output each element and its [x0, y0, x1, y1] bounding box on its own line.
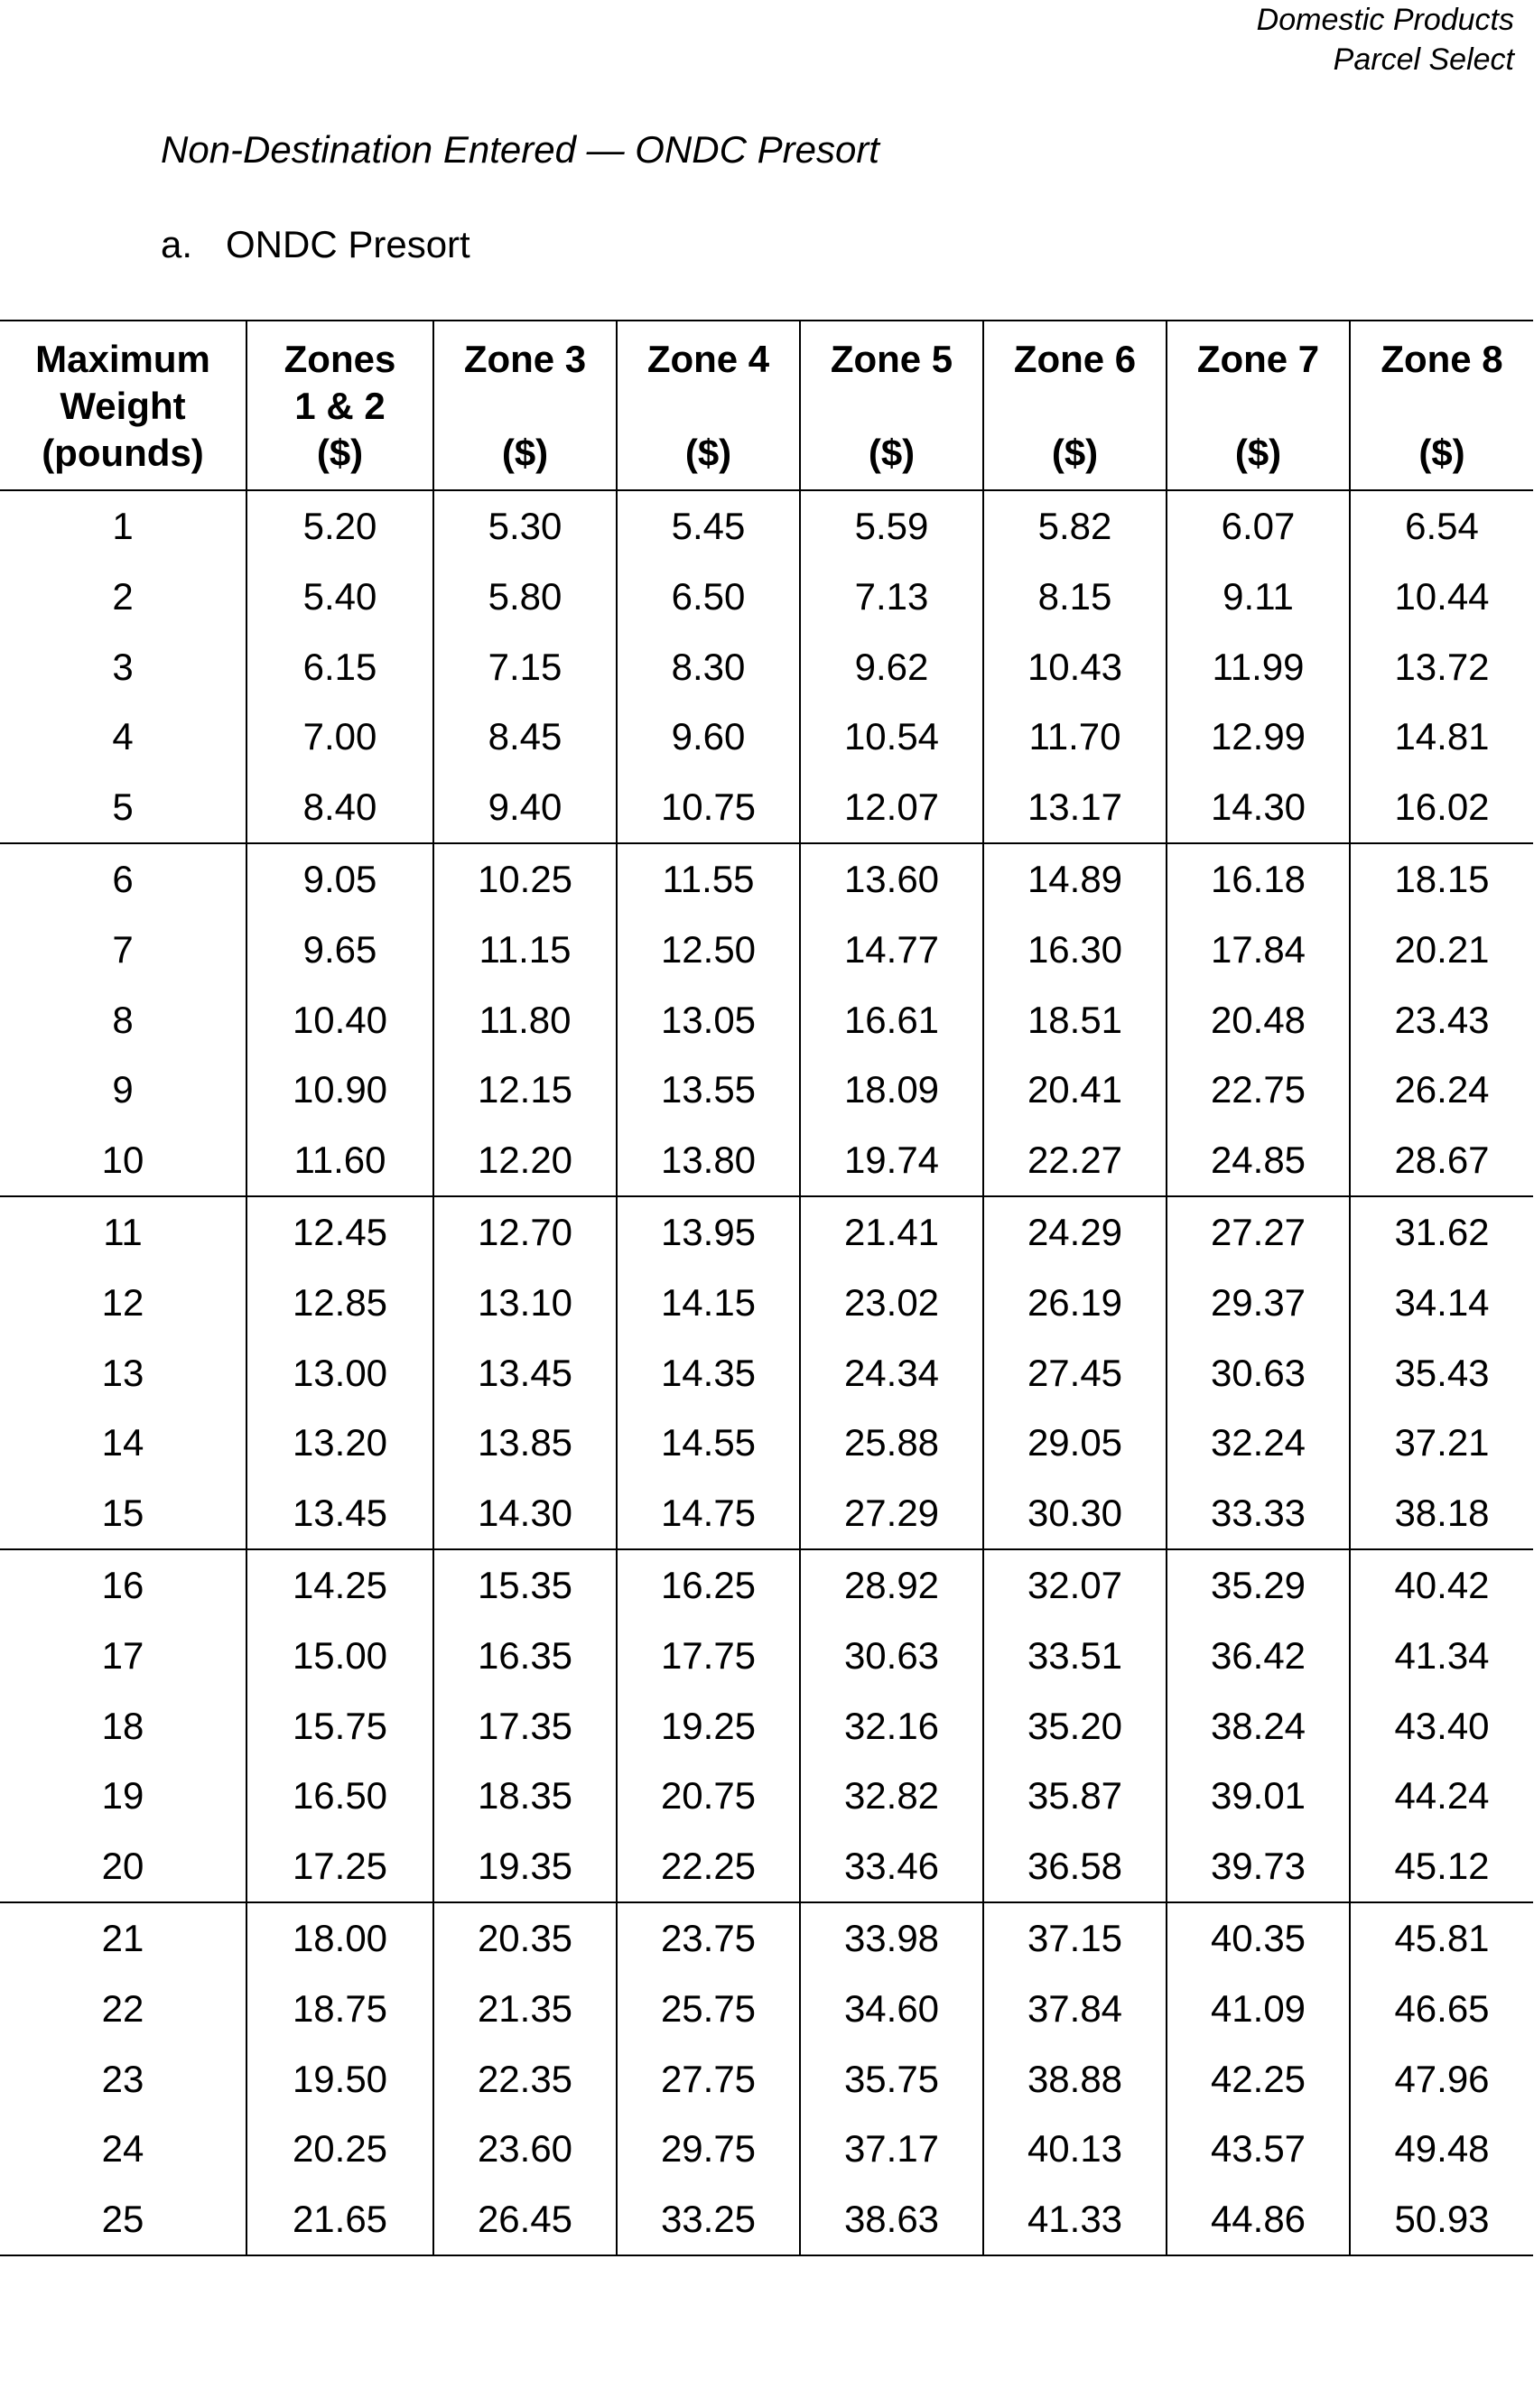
rate-cell: 24.34	[800, 1338, 983, 1409]
table-row	[0, 1621, 1533, 1691]
column-header-zone-5	[800, 321, 983, 490]
rate-cell: 11.55	[617, 843, 800, 915]
weight-cell: 3	[112, 645, 134, 688]
rate-cell: 10.25	[433, 843, 617, 915]
rate-cell: 9.62	[800, 632, 983, 702]
table-row	[0, 1268, 1533, 1338]
table-row	[0, 843, 1533, 915]
column-header-line: Zone 8	[1381, 338, 1503, 380]
rate-cell: 7.13	[800, 562, 983, 632]
rate-cell: 38.63	[800, 2184, 983, 2255]
rate-cell: 9.65	[246, 915, 433, 985]
rate-cell: 11.80	[433, 985, 617, 1055]
rate-cell: 37.21	[1350, 1408, 1533, 1478]
column-header-line: Zone 5	[830, 338, 953, 380]
rate-cell: 12.20	[433, 1125, 617, 1196]
weight-cell: 25	[0, 2184, 246, 2255]
rate-cell: 12.07	[800, 772, 983, 843]
column-header-line: ($)	[1418, 432, 1465, 474]
weight-cell: 19	[101, 1774, 144, 1818]
rate-cell: 15.00	[246, 1621, 433, 1691]
rate-cell: 16.35	[433, 1621, 617, 1691]
rate-cell: 43.40	[1350, 1691, 1533, 1762]
rate-cell: 5.30	[433, 490, 617, 562]
rate-cell: 6.07	[1167, 490, 1350, 562]
table-row	[0, 562, 1533, 632]
weight-cell: 14	[101, 1421, 144, 1464]
column-header-line	[801, 383, 982, 430]
rate-cell: 14.75	[617, 1478, 800, 1549]
rate-cell: 14.30	[433, 1478, 617, 1549]
rate-cell: 14.77	[800, 915, 983, 985]
rate-cell: 24.29	[983, 1196, 1167, 1268]
table-row	[0, 1125, 1533, 1196]
rate-cell: 20.75	[617, 1761, 800, 1831]
rate-cell: 14.30	[1167, 772, 1350, 843]
subsection-title: ONDC Presort	[226, 223, 470, 265]
rate-cell: 25.75	[617, 1974, 800, 2044]
rate-cell: 9.11	[1167, 562, 1350, 632]
rate-cell: 23.02	[800, 1268, 983, 1338]
table-row	[0, 490, 1533, 562]
rate-cell: 41.09	[1167, 1974, 1350, 2044]
rate-cell: 30.63	[800, 1621, 983, 1691]
weight-cell: 18	[101, 1704, 144, 1747]
rate-cell: 13.45	[433, 1338, 617, 1409]
running-header-product: Domestic Products	[1256, 3, 1514, 37]
table-row	[0, 2184, 1533, 2255]
rate-cell: 35.43	[1350, 1338, 1533, 1409]
column-header-line	[984, 383, 1166, 430]
rate-cell: 27.27	[1167, 1196, 1350, 1268]
rate-cell: 41.34	[1350, 1621, 1533, 1691]
rate-cell: 18.75	[246, 1974, 433, 2044]
rate-cell: 26.45	[433, 2184, 617, 2255]
rate-cell: 33.33	[1167, 1478, 1350, 1549]
rate-cell: 20.41	[983, 1055, 1167, 1125]
rate-cell: 23.43	[1350, 985, 1533, 1055]
column-header-line: Zones	[284, 338, 396, 380]
rate-cell: 11.99	[1167, 632, 1350, 702]
column-header-line	[618, 383, 799, 430]
running-header-subproduct: Parcel Select	[1333, 42, 1514, 77]
rate-cell: 16.30	[983, 915, 1167, 985]
rate-cell: 10.44	[1350, 562, 1533, 632]
rate-cell: 38.24	[1167, 1691, 1350, 1762]
table-row	[0, 1831, 1533, 1902]
weight-cell: 10	[0, 1125, 246, 1196]
rate-cell: 19.35	[433, 1831, 617, 1902]
rate-cell: 32.24	[1167, 1408, 1350, 1478]
rate-cell: 38.18	[1350, 1478, 1533, 1549]
rate-cell: 17.25	[246, 1831, 433, 1902]
rate-cell: 20.21	[1350, 915, 1533, 985]
rate-cell: 30.30	[983, 1478, 1167, 1549]
rate-cell: 49.48	[1350, 2114, 1533, 2184]
rate-cell: 13.17	[983, 772, 1167, 843]
rate-cell: 32.82	[800, 1761, 983, 1831]
rate-cell: 16.50	[246, 1761, 433, 1831]
table-body	[0, 490, 1533, 2255]
table-row	[0, 915, 1533, 985]
column-header-zone-4	[617, 321, 800, 490]
rate-cell: 37.15	[983, 1902, 1167, 1974]
rate-cell: 19.74	[800, 1125, 983, 1196]
rate-cell: 39.01	[1167, 1761, 1350, 1831]
rate-cell: 34.60	[800, 1974, 983, 2044]
rate-cell: 11.60	[246, 1125, 433, 1196]
weight-cell: 13	[101, 1351, 144, 1394]
rate-cell: 15.35	[433, 1549, 617, 1621]
rate-cell: 19.25	[617, 1691, 800, 1762]
column-header-line: ($)	[1051, 432, 1099, 474]
weight-cell: 20	[0, 1831, 246, 1902]
weight-cell: 8	[112, 998, 134, 1041]
rate-cell: 35.29	[1167, 1549, 1350, 1621]
rate-cell: 14.89	[983, 843, 1167, 915]
weight-cell: 21	[101, 1916, 144, 1959]
weight-cell: 22	[101, 1986, 144, 2030]
column-header-max-weight	[0, 321, 246, 490]
rate-cell: 5.40	[246, 562, 433, 632]
column-header-line: 1 & 2	[294, 385, 386, 427]
table-row	[0, 985, 1533, 1055]
rate-cell: 5.45	[617, 490, 800, 562]
rate-cell: 34.14	[1350, 1268, 1533, 1338]
rate-cell: 35.87	[983, 1761, 1167, 1831]
table-row	[0, 702, 1533, 772]
table-row	[0, 772, 1533, 843]
rate-cell: 13.72	[1350, 632, 1533, 702]
rate-cell: 13.95	[617, 1196, 800, 1268]
rate-cell: 21.35	[433, 1974, 617, 2044]
rate-cell: 13.55	[617, 1055, 800, 1125]
rate-cell: 13.45	[246, 1478, 433, 1549]
rate-cell: 15.75	[246, 1691, 433, 1762]
rate-cell: 27.75	[617, 2044, 800, 2115]
rate-cell: 50.93	[1350, 2184, 1533, 2255]
rate-cell: 14.35	[617, 1338, 800, 1409]
rate-cell: 10.40	[246, 985, 433, 1055]
rate-cell: 7.15	[433, 632, 617, 702]
weight-cell: 4	[112, 715, 134, 758]
rate-cell: 35.75	[800, 2044, 983, 2115]
rate-cell: 16.61	[800, 985, 983, 1055]
rate-cell: 14.25	[246, 1549, 433, 1621]
weight-cell: 6	[112, 857, 134, 900]
table-header	[0, 321, 1533, 490]
rate-cell: 16.02	[1350, 772, 1533, 843]
column-header-line: ($)	[1234, 432, 1282, 474]
rate-cell: 29.37	[1167, 1268, 1350, 1338]
table-row	[0, 1974, 1533, 2044]
rate-cell: 19.50	[246, 2044, 433, 2115]
weight-cell: 2	[112, 574, 134, 618]
weight-cell: 11	[103, 1210, 143, 1253]
rate-cell: 26.19	[983, 1268, 1167, 1338]
rate-cell: 14.55	[617, 1408, 800, 1478]
rate-cell: 27.45	[983, 1338, 1167, 1409]
rate-cell: 9.60	[617, 702, 800, 772]
rate-cell: 41.33	[983, 2184, 1167, 2255]
rate-cell: 12.15	[433, 1055, 617, 1125]
column-header-line: Zone 7	[1196, 338, 1320, 380]
rate-cell: 13.80	[617, 1125, 800, 1196]
rate-cell: 13.60	[800, 843, 983, 915]
table-row	[0, 2044, 1533, 2115]
rate-cell: 18.09	[800, 1055, 983, 1125]
rate-cell: 10.90	[246, 1055, 433, 1125]
rate-cell: 12.85	[246, 1268, 433, 1338]
running-header	[1257, 0, 1514, 79]
rate-cell: 22.75	[1167, 1055, 1350, 1125]
rate-cell: 21.65	[246, 2184, 433, 2255]
rate-cell: 28.67	[1350, 1125, 1533, 1196]
rate-cell: 18.51	[983, 985, 1167, 1055]
rate-cell: 22.27	[983, 1125, 1167, 1196]
table-row	[0, 1549, 1533, 1621]
rate-cell: 29.05	[983, 1408, 1167, 1478]
rate-cell: 20.25	[246, 2114, 433, 2184]
rate-cell: 18.15	[1350, 843, 1533, 915]
weight-cell: 5	[0, 772, 246, 843]
rate-cell: 46.65	[1350, 1974, 1533, 2044]
table-row	[0, 632, 1533, 702]
table-row	[0, 1902, 1533, 1974]
rate-cell: 8.45	[433, 702, 617, 772]
rate-cell: 10.75	[617, 772, 800, 843]
weight-cell: 7	[112, 927, 134, 971]
rate-cell: 13.00	[246, 1338, 433, 1409]
rate-cell: 25.88	[800, 1408, 983, 1478]
rate-cell: 13.85	[433, 1408, 617, 1478]
rate-cell: 11.70	[983, 702, 1167, 772]
rate-cell: 36.58	[983, 1831, 1167, 1902]
rate-cell: 31.62	[1350, 1196, 1533, 1268]
rate-cell: 33.46	[800, 1831, 983, 1902]
table-row	[0, 1761, 1533, 1831]
rate-cell: 23.75	[617, 1902, 800, 1974]
rate-cell: 33.98	[800, 1902, 983, 1974]
subsection-heading	[161, 221, 470, 268]
weight-cell: 24	[101, 2127, 144, 2171]
rate-cell: 16.18	[1167, 843, 1350, 915]
rate-cell: 23.60	[433, 2114, 617, 2184]
rate-cell: 22.35	[433, 2044, 617, 2115]
column-header-line: Maximum	[35, 338, 210, 380]
rate-cell: 6.50	[617, 562, 800, 632]
column-header-line: ($)	[501, 432, 549, 474]
weight-cell: 12	[101, 1280, 144, 1324]
rate-cell: 28.92	[800, 1549, 983, 1621]
column-header-line: ($)	[316, 432, 364, 474]
column-header-line: (pounds)	[42, 432, 204, 474]
column-header-line: ($)	[868, 432, 916, 474]
rate-cell: 35.20	[983, 1691, 1167, 1762]
rate-cell: 40.42	[1350, 1549, 1533, 1621]
rate-cell: 13.05	[617, 985, 800, 1055]
rate-cell: 40.13	[983, 2114, 1167, 2184]
rate-cell: 12.50	[617, 915, 800, 985]
rate-cell: 40.35	[1167, 1902, 1350, 1974]
column-header-line: Weight	[60, 385, 186, 427]
rate-cell: 8.15	[983, 562, 1167, 632]
rate-cell: 24.85	[1167, 1125, 1350, 1196]
rate-cell: 6.15	[246, 632, 433, 702]
column-header-zone-8	[1350, 321, 1533, 490]
rate-cell: 39.73	[1167, 1831, 1350, 1902]
column-header-line	[1351, 383, 1533, 430]
header-row	[0, 321, 1533, 490]
rate-cell: 37.84	[983, 1974, 1167, 2044]
rate-cell: 11.15	[433, 915, 617, 985]
rate-cell: 13.20	[246, 1408, 433, 1478]
rate-cell: 29.75	[617, 2114, 800, 2184]
rate-cell: 20.48	[1167, 985, 1350, 1055]
rate-cell: 26.24	[1350, 1055, 1533, 1125]
rate-cell: 8.40	[246, 772, 433, 843]
rate-cell: 17.35	[433, 1691, 617, 1762]
rate-cell: 44.86	[1167, 2184, 1350, 2255]
column-header-line	[434, 383, 616, 430]
rate-cell: 43.57	[1167, 2114, 1350, 2184]
rate-cell: 10.43	[983, 632, 1167, 702]
weight-cell: 1	[112, 505, 134, 547]
weight-cell: 15	[0, 1478, 246, 1549]
rate-cell: 18.35	[433, 1761, 617, 1831]
rate-cell: 17.84	[1167, 915, 1350, 985]
rate-cell: 12.70	[433, 1196, 617, 1268]
rate-cell: 14.81	[1350, 702, 1533, 772]
rate-cell: 7.00	[246, 702, 433, 772]
rate-cell: 9.05	[246, 843, 433, 915]
column-header-line: Zone 6	[1013, 338, 1137, 380]
rate-cell: 9.40	[433, 772, 617, 843]
rate-cell: 17.75	[617, 1621, 800, 1691]
rate-cell: 33.51	[983, 1621, 1167, 1691]
weight-cell: 16	[101, 1563, 144, 1606]
rate-cell: 18.00	[246, 1902, 433, 1974]
rate-cell: 8.30	[617, 632, 800, 702]
rate-cell: 5.20	[246, 490, 433, 562]
rate-cell: 12.99	[1167, 702, 1350, 772]
table-row	[0, 1055, 1533, 1125]
rate-cell: 30.63	[1167, 1338, 1350, 1409]
rate-cell: 14.15	[617, 1268, 800, 1338]
rate-cell: 22.25	[617, 1831, 800, 1902]
rate-cell: 45.81	[1350, 1902, 1533, 1974]
column-header-zone-6	[983, 321, 1167, 490]
rate-cell: 12.45	[246, 1196, 433, 1268]
rate-cell: 21.41	[800, 1196, 983, 1268]
subsection-marker: a.	[161, 223, 193, 265]
table-row	[0, 1196, 1533, 1268]
rate-cell: 20.35	[433, 1902, 617, 1974]
weight-cell: 23	[101, 2057, 144, 2100]
rate-cell: 5.82	[983, 490, 1167, 562]
rate-cell: 42.25	[1167, 2044, 1350, 2115]
table-row	[0, 1408, 1533, 1478]
rate-cell: 16.25	[617, 1549, 800, 1621]
rate-cell: 32.07	[983, 1549, 1167, 1621]
rate-cell: 47.96	[1350, 2044, 1533, 2115]
table-row	[0, 1478, 1533, 1549]
rate-cell: 37.17	[800, 2114, 983, 2184]
column-header-zones-1-2	[246, 321, 433, 490]
column-header-line	[1167, 383, 1349, 430]
rate-cell: 13.10	[433, 1268, 617, 1338]
weight-cell: 17	[101, 1633, 144, 1677]
rate-cell: 10.54	[800, 702, 983, 772]
rate-cell: 32.16	[800, 1691, 983, 1762]
column-header-line: Zone 4	[646, 338, 770, 380]
rate-cell: 27.29	[800, 1478, 983, 1549]
rate-cell: 5.59	[800, 490, 983, 562]
column-header-line: Zone 3	[463, 338, 587, 380]
section-title: Non-Destination Entered — ONDC Presort	[161, 128, 879, 171]
rate-cell: 5.80	[433, 562, 617, 632]
column-header-zone-7	[1167, 321, 1350, 490]
weight-cell: 9	[112, 1068, 134, 1111]
rate-cell: 45.12	[1350, 1831, 1533, 1902]
rate-cell: 6.54	[1350, 490, 1533, 562]
column-header-line: ($)	[684, 432, 732, 474]
rate-table	[0, 320, 1533, 2256]
rate-cell: 33.25	[617, 2184, 800, 2255]
table-row	[0, 1691, 1533, 1762]
table-row	[0, 2114, 1533, 2184]
rate-cell: 36.42	[1167, 1621, 1350, 1691]
column-header-zone-3	[433, 321, 617, 490]
rate-cell: 38.88	[983, 2044, 1167, 2115]
table-row	[0, 1338, 1533, 1409]
rate-cell: 44.24	[1350, 1761, 1533, 1831]
